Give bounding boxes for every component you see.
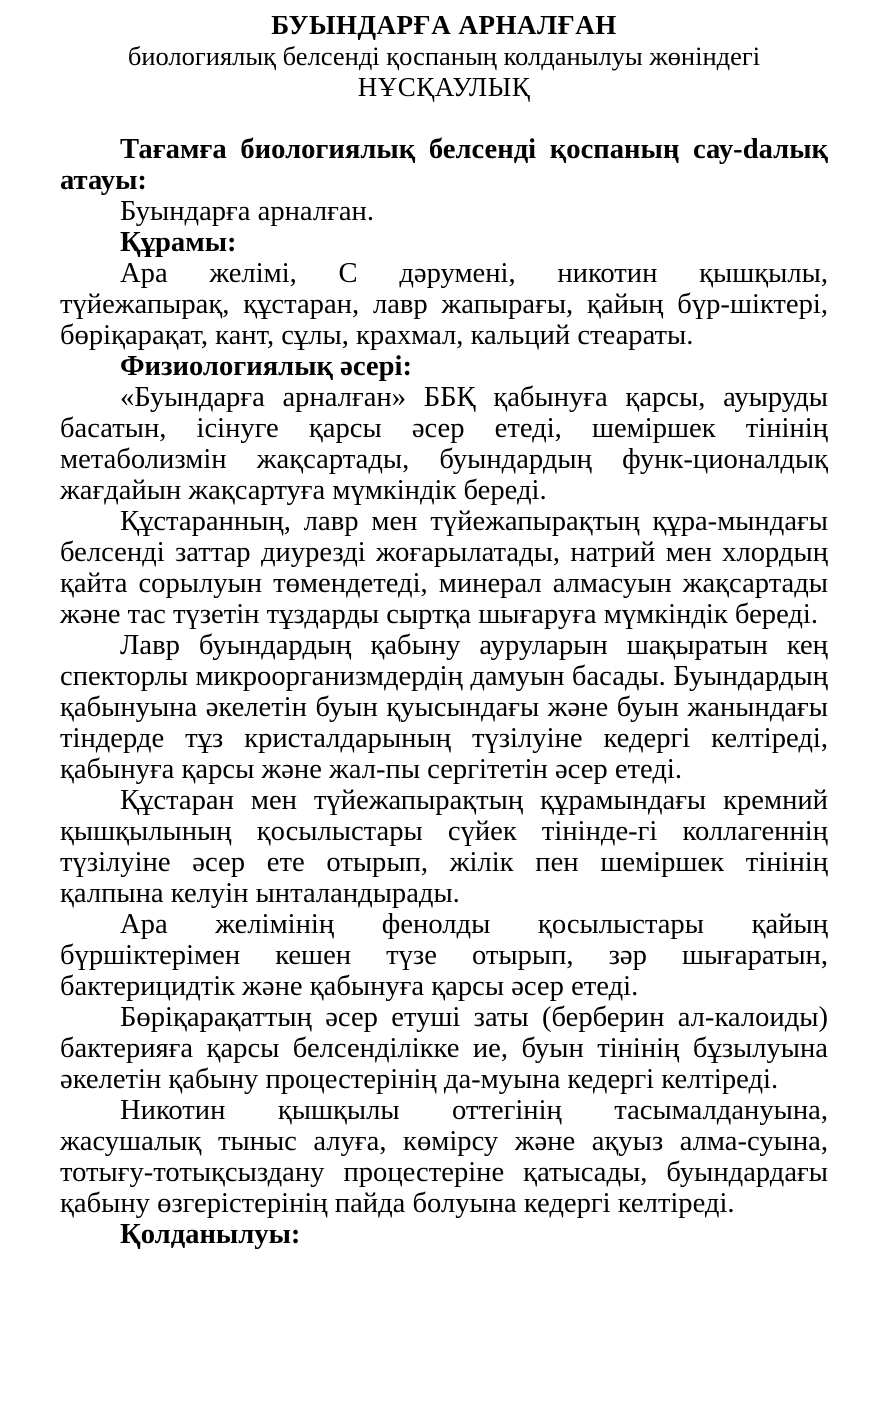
effect-heading: Физиологиялық әсері: — [120, 351, 412, 382]
effect-paragraph: Ара желімінің фенолды қосылыстары қайың бүршіктерімен кешен түзе отырып, зәр шығаратын, бактерицидтік және қабынуға қарсы әсер етеді. — [60, 909, 828, 1002]
trade-name-value: Буындарға арналған. — [120, 196, 374, 227]
effect-paragraph: Құстаранның, лавр мен түйежапырақтың құра-мындағы белсенді заттар диурезді жоғарылатады, натрий мен хлордың қайта сорылуын төмендетеді, минерал алмасуын жақсартады және тас түзетін тұздарды сыртқа шығаруға мүмкіндік береді. — [60, 506, 828, 630]
effect-paragraph: Никотин қышқылы оттегінің тасымалдануына, жасушалық тыныс алуға, көмірсу және ақуыз алма-суына, тотығу-тотықсыздану процестеріне қатысады, буындардағы қабыну өзгерістерінің пайда болуына кедергі келтіреді. — [60, 1095, 828, 1219]
trade-name-heading: Тағамға биологиялық белсенді қоспаның сау-dалық атауы: — [60, 134, 828, 196]
composition-text: Ара желімі, С дәрумені, никотин қышқылы, түйежапырақ, құстаран, лавр жапырағы, қайың бүр-шіктері, бөріқарақат, кант, сұлы, крахмал, кальций стеараты. — [60, 258, 828, 351]
document-subtitle: биологиялық белсенді қоспаның колданылуы жөніндегі — [127, 41, 761, 71]
effect-paragraph: Лавр буындардың қабыну ауруларын шақыратын кең спекторлы микроорганизмдердің дамуын басады. Буындардың қабынуына әкелетін буын қуысындағы және буын жанындағы тіндерде тұз кристалдарының түзілуіне кедергі келтіреді, қабынуға қарсы және жал-пы сергітетін әсер етеді. — [60, 630, 828, 785]
document-type: НҰСҚАУЛЫҚ — [357, 72, 531, 102]
effect-paragraph: Бөріқарақаттың әсер етуші заты (берберин ал-калоиды) бактерияға қарсы белсенділікке ие, буын тінінің бұзылуына әкелетін қабыну процестерінің да-муына кедергі келтіреді. — [60, 1002, 828, 1095]
effect-paragraph: Құстаран мен түйежапырақтың құрамындағы кремний қышқылының қосылыстары сүйек тінінде-гі коллагеннің түзілуіне әсер ете отырып, жілік пен шеміршек тінінің қалпына келуін ынталандырады. — [60, 785, 828, 909]
document-header — [60, 10, 828, 103]
document-body — [60, 134, 828, 1250]
effect-paragraph: «Буындарға арналған» ББҚ қабынуға қарсы, ауыруды басатын, ісінуге қарсы әсер етеді, шеміршек тінінің метаболизмін жақсартады, буындардың функ-ционалдық жағдайын жақсартуға мүмкіндік береді. — [60, 382, 828, 506]
document-title: БУЫНДАРҒА АРНАЛҒАН — [271, 10, 617, 40]
usage-heading-cut: Қолданылуы: — [120, 1219, 301, 1250]
document-page — [60, 10, 828, 1250]
composition-heading: Құрамы: — [120, 227, 237, 258]
